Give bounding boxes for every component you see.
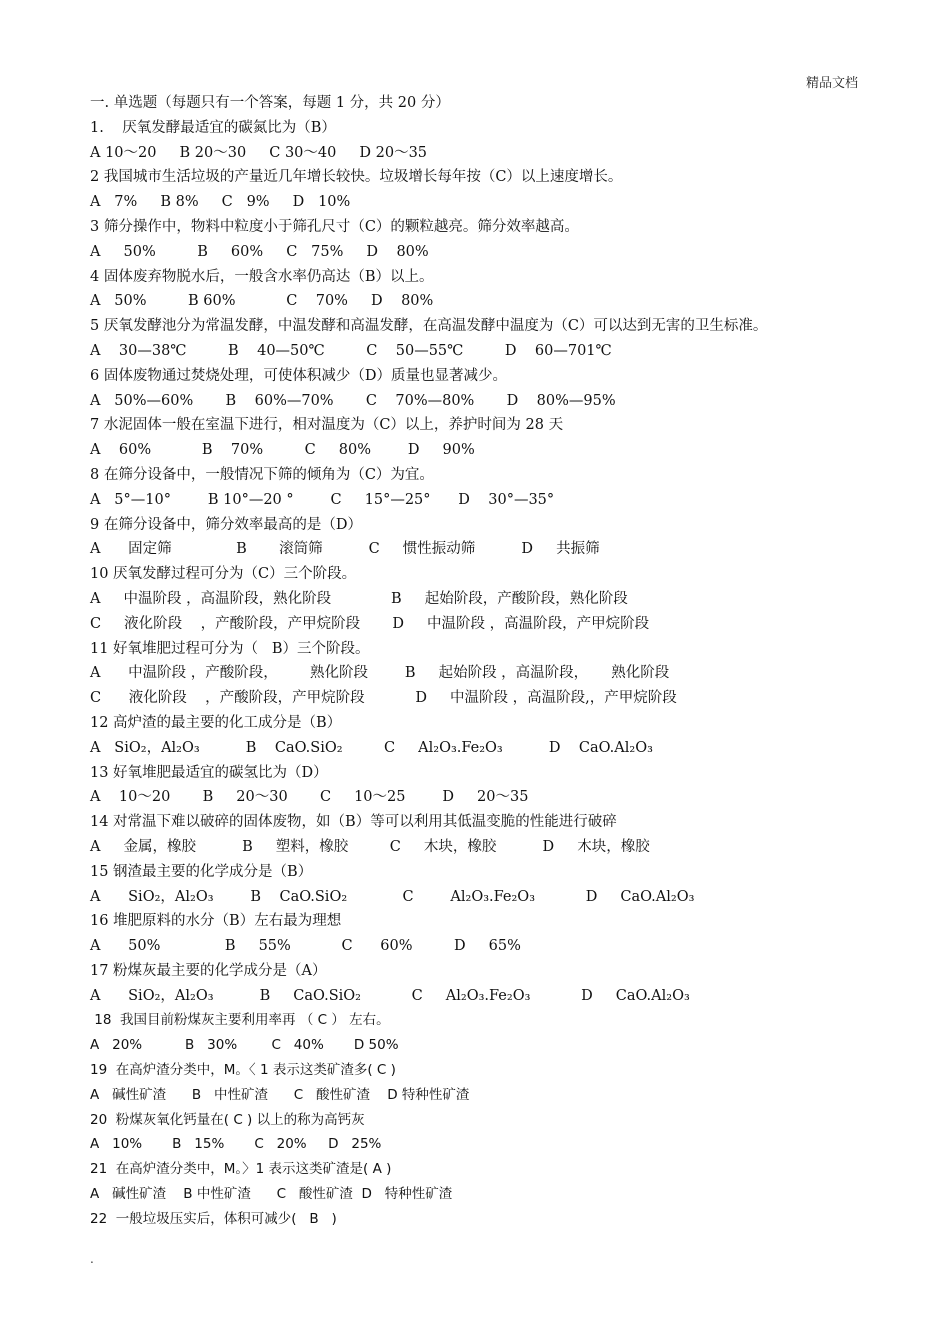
question-8: 8 在筛分设备中，一般情况下筛的倾角为（C）为宜。 [90,466,434,483]
question-1-options: A 10～20 B 20～30 C 30～40 D 20～35 [90,144,428,161]
question-6: 6 固体废物通过焚烧处理，可使体积减少（D）质量也显著减少。 [90,367,507,384]
exam-content [90,91,890,1232]
question-5-options: A 30—38℃ B 40—50℃ C 50—55℃ D 60—701℃ [90,342,612,359]
question-21: 21 在高炉渣分类中，M。〉1 表示这类矿渣是( A ) [90,1161,392,1178]
question-22: 22 一般垃圾压实后，体积可减少( B ) [90,1210,337,1227]
question-7-options: A 60% B 70% C 80% D 90% [90,442,475,459]
question-3: 3 筛分操作中，物料中粒度小于筛孔尺寸（C）的颗粒越亮。筛分效率越高。 [90,218,579,235]
question-10: 10 厌氧发酵过程可分为（C）三个阶段。 [90,566,357,583]
question-11-options-cd: C 液化阶段 ，产酸阶段，产甲烷阶段 D 中温阶段 ，高温阶段,，产甲烷阶段 [90,690,677,707]
question-17-options: A SiO₂，Al₂O₃ B CaO.SiO₂ C Al₂O₃.Fe₂O₃ D CaO.Al₂O₃ [90,987,690,1004]
question-12-options: A SiO₂，Al₂O₃ B CaO.SiO₂ C Al₂O₃.Fe₂O₃ D CaO.Al₂O₃ [90,739,653,756]
question-15-options: A SiO₂，Al₂O₃ B CaO.SiO₂ C Al₂O₃.Fe₂O₃ D CaO.Al₂O₃ [90,888,695,905]
question-16: 16 堆肥原料的水分（B）左右最为理想 [90,913,342,930]
question-18: 18 我国目前粉煤灰主要利用率再 （ C ） 左右。 [90,1012,390,1029]
question-16-options: A 50% B 55% C 60% D 65% [90,938,521,955]
question-12: 12 高炉渣的最主要的化工成分是（B） [90,714,342,731]
question-13: 13 好氧堆肥最适宜的碳氢比为（D） [90,764,328,781]
question-20: 20 粉煤灰氧化钙量在( C ) 以上的称为高钙灰 [90,1111,365,1128]
section-title: 一. 单选题（每题只有一个答案，每题 1 分，共 20 分） [90,95,450,111]
question-3-options: A 50% B 60% C 75% D 80% [90,243,429,260]
question-15: 15 钢渣最主要的化学成分是（B） [90,863,313,880]
question-11-options-ab: A 中温阶段 ，产酸阶段， 熟化阶段 B 起始阶段 ，高温阶段， 熟化阶段 [90,665,670,682]
question-5: 5 厌氧发酵池分为常温发酵，中温发酵和高温发酵，在高温发酵中温度为（C）可以达到无害的卫生标准。 [90,318,768,335]
question-2: 2 我国城市生活垃圾的产量近几年增长较快。垃圾增长每年按（C）以上速度增长。 [90,169,623,186]
question-7: 7 水泥固体一般在室温下进行，相对温度为（C）以上，养护时间为 28 天 [90,417,564,434]
question-6-options: A 50%—60% B 60%—70% C 70%—80% D 80%—95% [90,392,616,409]
page-header-label: 精品文档 [805,76,858,91]
question-14-options: A 金属，橡胶 B 塑料，橡胶 C 木块，橡胶 D 木块，橡胶 [90,838,650,855]
question-4: 4 固体废弃物脱水后，一般含水率仍高达（B）以上。 [90,268,434,285]
question-11: 11 好氧堆肥过程可分为（ B）三个阶段。 [90,640,370,657]
question-9-options: A 固定筛 B 滚筒筛 C 惯性振动筛 D 共振筛 [90,541,600,558]
question-2-options: A 7% B 8% C 9% D 10% [90,194,351,211]
question-1: 1. 厌氧发酵最适宜的碳氮比为（B） [90,119,336,136]
question-21-options: A 碱性矿渣 B 中性矿渣 C 酸性矿渣 D 特种性矿渣 [90,1186,453,1203]
question-10-options-ab: A 中温阶段 ，高温阶段，熟化阶段 B 起始阶段，产酸阶段，熟化阶段 [90,590,628,607]
question-10-options-cd: C 液化阶段 ，产酸阶段，产甲烷阶段 D 中温阶段 ，高温阶段，产甲烷阶段 [90,615,650,632]
question-17: 17 粉煤灰最主要的化学成分是（A） [90,962,327,979]
question-8-options: A 5°—10° B 10°—20 ° C 15°—25° D 30°—35° [90,491,555,508]
question-18-options: A 20% B 30% C 40% D 50% [90,1037,399,1054]
question-20-options: A 10% B 15% C 20% D 25% [90,1136,382,1153]
question-13-options: A 10～20 B 20～30 C 10～25 D 20～35 [90,789,529,806]
question-14: 14 对常温下难以破碎的固体废物，如（B）等可以利用其低温变脆的性能进行破碎 [90,814,617,831]
question-9: 9 在筛分设备中，筛分效率最高的是（D） [90,516,362,533]
question-19: 19 在高炉渣分类中，M。〈 1 表示这类矿渣多( C ) [90,1062,396,1079]
question-4-options: A 50% B 60% C 70% D 80% [90,293,434,310]
footer-mark: . [90,1252,94,1266]
question-19-options: A 碱性矿渣 B 中性矿渣 C 酸性矿渣 D 特种性矿渣 [90,1086,470,1103]
